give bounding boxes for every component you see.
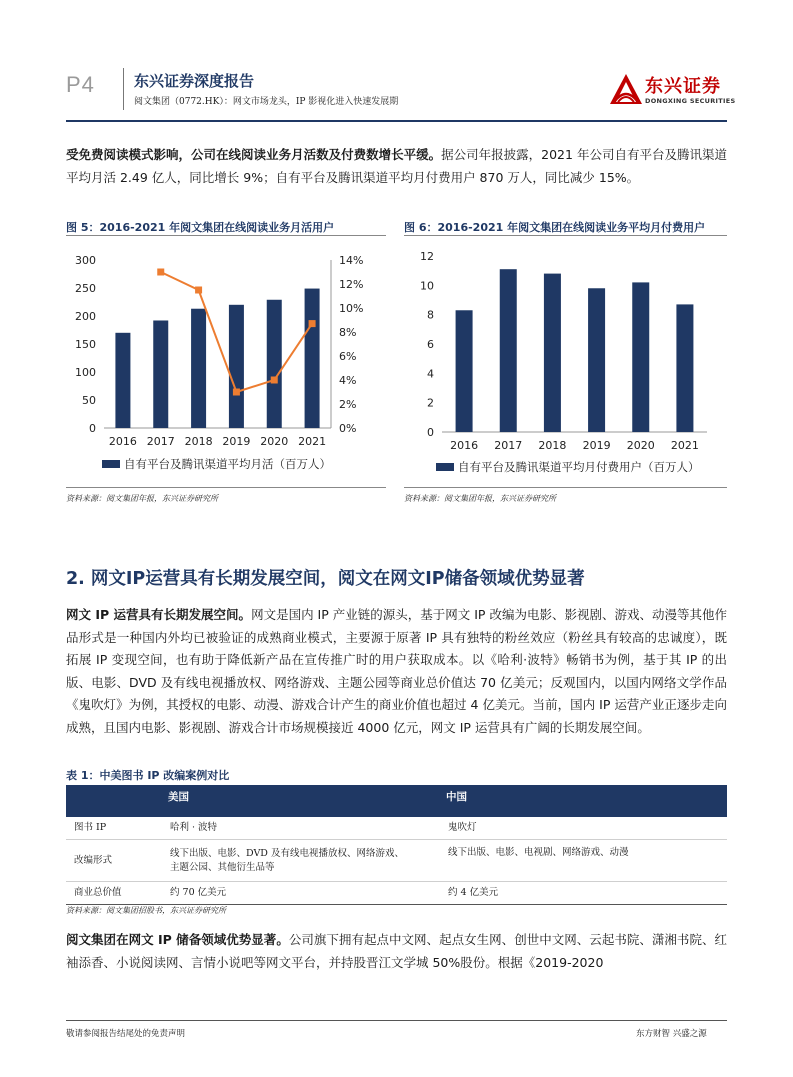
paragraph-1-lead: 受免费阅读模式影响，公司在线阅读业务月活数及付费数增长平缓。 [66, 147, 442, 162]
figure-5-caption: 图 5：2016-2021 年阅文集团在线阅读业务月活用户 [66, 221, 335, 234]
y-tick-label: 200 [75, 310, 96, 323]
bar [632, 282, 649, 432]
table-1-source: 资料来源：阅文集团招股书，东兴证券研究所 [66, 906, 226, 915]
figure-5-source: 资料来源：阅文集团年报，东兴证券研究所 [66, 494, 218, 503]
table-header-cell: 美国 [162, 785, 440, 817]
bar [115, 333, 130, 428]
report-title: 东兴证券深度报告 [134, 72, 255, 90]
table-cell: 改编形式 [66, 840, 162, 882]
y2-tick-label: 12% [339, 278, 364, 291]
table-cell: 哈利 · 波特 [162, 817, 440, 840]
table-header-cell: 中国 [440, 785, 727, 817]
bar [544, 274, 561, 432]
section-2-title: 2. 网文IP运营具有长期发展空间，阅文在网文IP储备领域优势显著 [66, 569, 585, 589]
x-tick-label: 2019 [222, 435, 251, 448]
figure-6-top-rule [404, 235, 727, 236]
paragraph-1-body: 据公司年报披露，2021 年公司自有平台及腾讯渠道平均月活 2.49 亿人，同比增长 9%；自有平台及腾讯渠道平均月付费用户 870 万人，同比减少 15%。 [66, 147, 727, 185]
figure-5-top-rule [66, 235, 386, 236]
bar [588, 288, 605, 432]
legend-label: 自有平台及腾讯渠道平均月活（百万人） [124, 457, 331, 471]
y2-tick-label: 0% [339, 422, 357, 435]
y-tick-label: 50 [82, 394, 96, 407]
x-tick-label: 2016 [450, 439, 479, 452]
y-tick-label: 12 [420, 250, 434, 263]
paragraph-2 [66, 604, 727, 739]
bar [191, 309, 206, 428]
x-tick-label: 2021 [298, 435, 327, 448]
report-subtitle: 阅文集团（0772.HK）：网文市场龙头，IP 影视化进入快速发展期 [134, 97, 399, 107]
x-tick-label: 2017 [146, 435, 175, 448]
paragraph-2-body: 网文是国内 IP 产业链的源头，基于网文 IP 改编为电影、影视剧、游戏、动漫等其他作品形式是一种国内外均已被验证的成熟商业模式，主要源于原著 IP 具有独特的粉丝效应（粉丝具有较高的忠诚度），既拓展 IP 变现空间，也有助于降低新产品在宣传推广时的用户获取成本。以《哈利·波特》畅销书为例，基于其 IP 的出版、电影、DVD 及有线电视播放权、网络游戏、主题公园等商业总价值达 70 亿美元；反观国内，以国内网络文学作品《鬼吹灯》为例，其授权的电影、动漫、游戏合计产生的商业价值也超过 4 亿美元。当前，国内 IP 运营产业正逐步走向成熟，且国内电影、影视剧、游戏合计市场规模接近 4000 亿元，网文 IP 运营具有广阔的长期发展空间。 [66, 607, 727, 735]
y2-tick-label: 6% [339, 350, 357, 363]
x-tick-label: 2018 [184, 435, 213, 448]
bar [305, 289, 320, 428]
table-cell: 商业总价值 [66, 882, 162, 905]
x-tick-label: 2018 [538, 439, 567, 452]
paragraph-2-lead: 网文 IP 运营具有长期发展空间。 [66, 607, 252, 622]
figure-6-source: 资料来源：阅文集团年报，东兴证券研究所 [404, 494, 556, 503]
yoy-point [195, 287, 202, 294]
legend-label: 自有平台及腾讯渠道平均月付费用户（百万人） [458, 460, 700, 474]
y-tick-label: 4 [427, 367, 434, 381]
y-tick-label: 250 [75, 282, 96, 295]
footer-disclaimer: 敬请参阅报告结尾处的免责声明 [66, 1029, 186, 1039]
table-cell: 线下出版、电影、电视剧、网络游戏、动漫 [440, 840, 727, 882]
bar [267, 300, 282, 428]
table-row [66, 817, 727, 840]
paragraph-3-lead: 阅文集团在网文 IP 储备领域优势显著。 [66, 932, 289, 947]
bar [153, 320, 168, 428]
table-header-cell [66, 785, 162, 817]
paragraph-3-body: 公司旗下拥有起点中文网、起点女生网、创世中文网、云起书院、潇湘书院、红袖添香、小说阅读网、言情小说吧等网文平台，并持股晋江文学城 50%股份。根据《2019-2020 [66, 932, 727, 970]
legend-swatch [436, 463, 454, 471]
y2-tick-label: 2% [339, 398, 357, 411]
footer-rule [66, 1020, 727, 1021]
y2-tick-label: 10% [339, 302, 364, 315]
x-tick-label: 2020 [626, 439, 655, 452]
y-tick-label: 8 [427, 308, 434, 322]
page-number: P4 [66, 72, 95, 97]
y-tick-label: 0 [427, 426, 434, 439]
footer-slogan: 东方财智 兴盛之源 [636, 1029, 707, 1039]
bar [500, 269, 517, 432]
paragraph-1 [66, 144, 727, 189]
y2-tick-label: 14% [339, 254, 364, 267]
x-tick-label: 2019 [582, 439, 611, 452]
yoy-point [271, 377, 278, 384]
table-row [66, 882, 727, 905]
x-tick-label: 2016 [108, 435, 137, 448]
y-tick-label: 300 [75, 254, 96, 267]
yoy-point [157, 269, 164, 276]
figure-6-bottom-rule [404, 487, 727, 488]
table-cell: 约 70 亿美元 [162, 882, 440, 905]
dongxing-logo-icon [608, 72, 644, 108]
header-divider [123, 68, 124, 110]
x-tick-label: 2020 [260, 435, 289, 448]
x-tick-label: 2021 [670, 439, 699, 452]
bar [456, 310, 473, 432]
y-tick-label: 150 [75, 338, 96, 351]
bar [676, 304, 693, 432]
y2-tick-label: 4% [339, 374, 357, 387]
table-cell: 图书 IP [66, 817, 162, 840]
yoy-point [233, 389, 240, 396]
table-1-caption: 表 1：中美图书 IP 改编案例对比 [66, 769, 230, 782]
y-tick-label: 100 [75, 366, 96, 379]
y-tick-label: 2 [427, 396, 434, 410]
chart-monthly-active-users [66, 244, 386, 484]
table-cell: 鬼吹灯 [440, 817, 727, 840]
logo-name: 东兴证券 [645, 76, 721, 97]
y2-tick-label: 8% [339, 326, 357, 339]
figure-5-bottom-rule [66, 487, 386, 488]
legend-swatch [102, 460, 120, 468]
table-cell: 约 4 亿美元 [440, 882, 727, 905]
header-rule [66, 120, 727, 122]
figure-6-caption: 图 6：2016-2021 年阅文集团在线阅读业务平均月付费用户 [404, 221, 706, 234]
logo-english-name: DONGXING SECURITIES [645, 97, 736, 105]
bar [229, 305, 244, 428]
y-tick-label: 6 [427, 338, 434, 351]
table-cell: 线下出版、电影、DVD 及有线电视播放权、网络游戏、主题公园、其他衍生品等 [162, 840, 440, 882]
paragraph-3 [66, 929, 727, 974]
ip-adaptation-table [66, 785, 727, 905]
x-tick-label: 2017 [494, 439, 523, 452]
table-header-row [66, 785, 727, 817]
y-tick-label: 0 [89, 422, 96, 435]
y-tick-label: 10 [420, 279, 434, 293]
yoy-point [309, 320, 316, 327]
table-row [66, 840, 727, 882]
chart-monthly-paying-users [404, 244, 727, 484]
